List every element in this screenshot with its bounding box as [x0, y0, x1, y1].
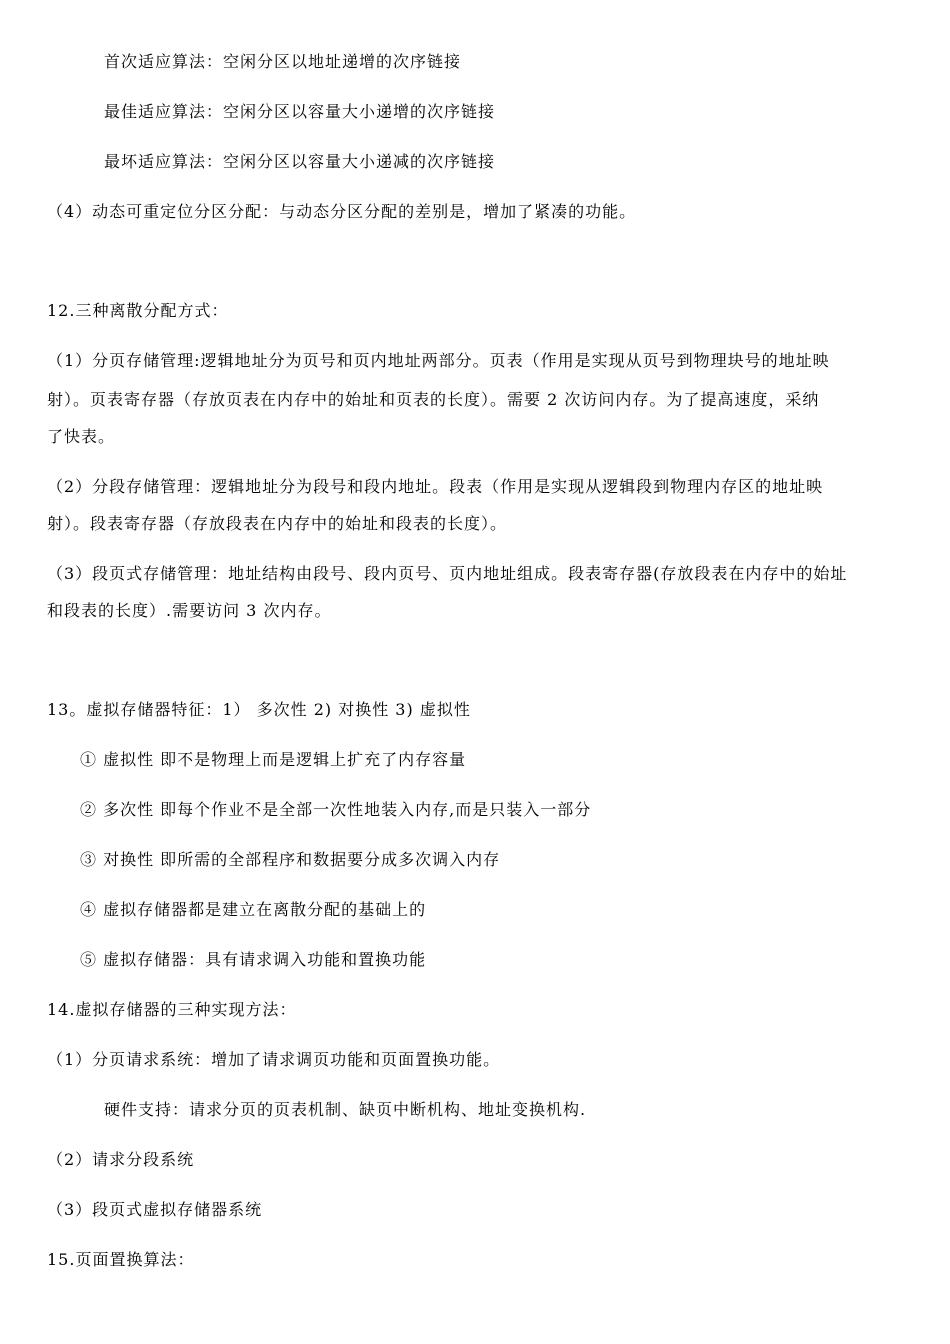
paging-line-2: 射）。页表寄存器（存放页表在内存中的始址和页表的长度）。需要 2 次访问内存。为了提高速度，采纳: [47, 390, 820, 409]
section-13-title: 13。虚拟存储器特征：1） 多次性 2) 对换性 3) 虚拟性: [47, 700, 471, 719]
hardware-support-line: 硬件支持：请求分页的页表机制、缺页中断机构、地址变换机构.: [104, 1100, 587, 1119]
section-15-title: 15.页面置换算法：: [47, 1250, 195, 1269]
feature-item-3: ③ 对换性 即所需的全部程序和数据要分成多次调入内存: [80, 850, 501, 869]
paging-line-3: 了快表。: [47, 427, 116, 446]
segment-line-1: （2）分段存储管理：逻辑地址分为段号和段内地址。段表（作用是实现从逻辑段到物理内存区的地址映: [47, 477, 824, 496]
feature-item-4: ④ 虚拟存储器都是建立在离散分配的基础上的: [80, 900, 427, 919]
feature-item-1: ① 虚拟性 即不是物理上而是逻辑上扩充了内存容量: [80, 750, 467, 769]
best-fit-line: 最佳适应算法：空闲分区以容量大小递增的次序链接: [104, 102, 496, 121]
paging-line-1: （1）分页存储管理:逻辑地址分为页号和页内地址两部分。页表（作用是实现从页号到物理块号的地址映: [47, 351, 830, 370]
first-fit-line: 首次适应算法：空闲分区以地址递增的次序链接: [104, 52, 462, 71]
section-12-title: 12.三种离散分配方式：: [47, 301, 229, 320]
method-1-line: （1）分页请求系统：增加了请求调页功能和页面置换功能。: [47, 1050, 501, 1069]
method-3-line: （3）段页式虚拟存储器系统: [47, 1200, 263, 1219]
segpage-line-1: （3）段页式存储管理：地址结构由段号、段内页号、页内地址组成。段表寄存器(存放段表在内存中的始址: [47, 564, 848, 583]
feature-item-2: ② 多次性 即每个作业不是全部一次性地装入内存,而是只装入一部分: [80, 800, 592, 819]
feature-item-5: ⑤ 虚拟存储器：具有请求调入功能和置换功能: [80, 950, 427, 969]
segment-line-2: 射）。段表寄存器（存放段表在内存中的始址和段表的长度）。: [47, 514, 508, 533]
worst-fit-line: 最坏适应算法：空闲分区以容量大小递减的次序链接: [104, 152, 496, 171]
segpage-line-2: 和段表的长度）.需要访问 3 次内存。: [47, 601, 332, 620]
method-2-line: （2）请求分段系统: [47, 1150, 195, 1169]
section-14-title: 14.虚拟存储器的三种实现方法：: [47, 1000, 297, 1019]
dynamic-relocation-line: （4）动态可重定位分区分配：与动态分区分配的差别是，增加了紧凑的功能。: [47, 202, 637, 221]
